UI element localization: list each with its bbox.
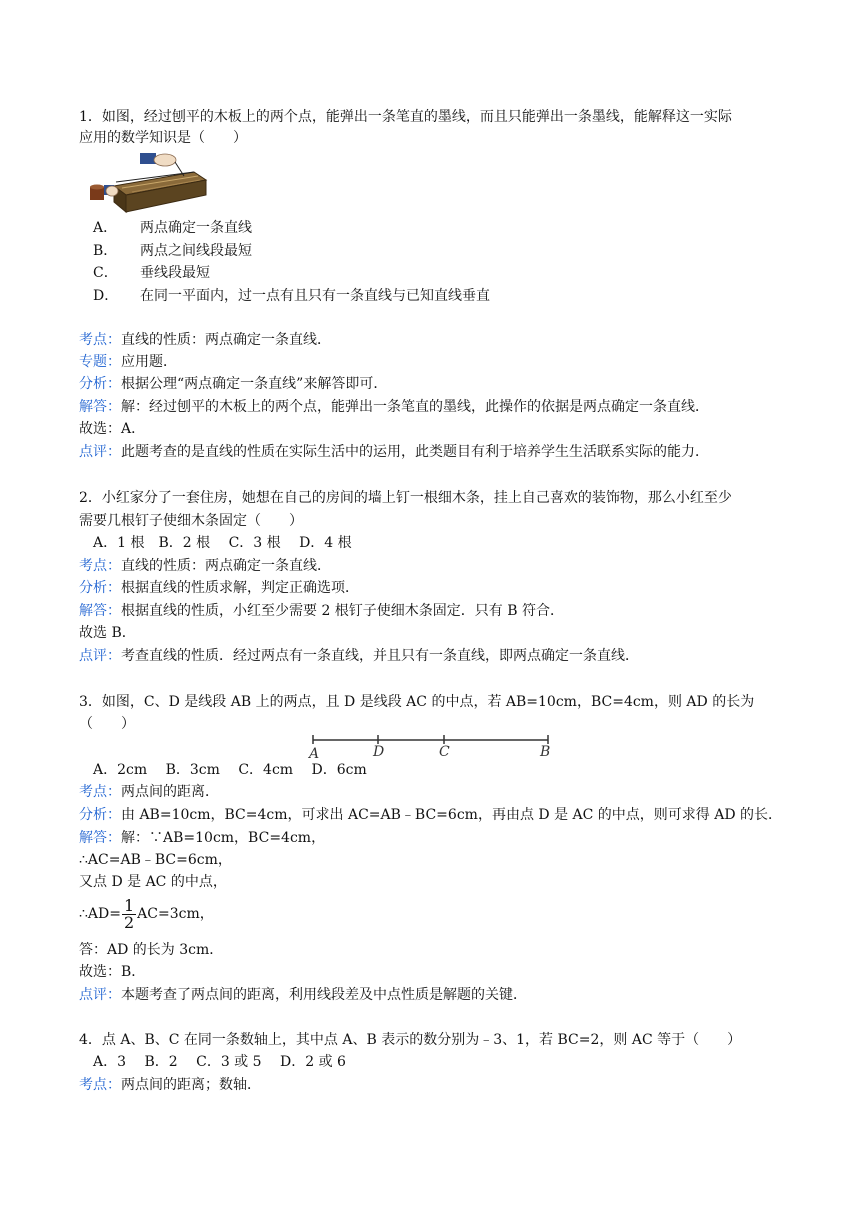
q4-stem-line1: 4．点 A、B、C 在同一条数轴上，其中点 A、B 表示的数分别为﹣3、1，若 BC=2，则 AC 等于（ ）	[79, 1032, 742, 1048]
q3-kaodian: 考点：两点间的距离．	[79, 784, 219, 800]
q1-guxuan: 故选：A．	[79, 421, 146, 437]
point-label-c: C	[439, 744, 450, 760]
q3-options: A．2cm B．3cm C．4cm D．6cm	[93, 762, 367, 778]
q3-fenxi: 分析：由 AB=10cm，BC=4cm，可求出 AC=AB﹣BC=6cm，再由点 D 是 AC 的中点，则可求得 AD 的长．	[79, 807, 783, 823]
q2-kaodian: 考点：直线的性质：两点确定一条直线．	[79, 558, 331, 574]
q1-fenxi: 分析：根据公理“两点确定一条直线”来解答即可．	[79, 376, 388, 392]
segment-figure	[305, 730, 557, 760]
q3-step3: ∴AD= $\frac{1}{2}$ AC=3cm，	[79, 895, 214, 932]
point-label-b: B	[540, 744, 551, 760]
q3-step2: 又点 D 是 AC 的中点，	[79, 874, 227, 890]
q3-answer: 答：AD 的长为 3cm．	[79, 942, 224, 958]
q1-stem-line1: 1．如图，经过刨平的木板上的两个点，能弹出一条笔直的墨线，而且只能弹出一条墨线，能解释这一实际	[79, 109, 732, 125]
q2-options: A．1 根 B．2 根 C．3 根 D．4 根	[93, 535, 352, 551]
q4-options: A．3 B．2 C．3 或 5 D．2 或 6	[93, 1054, 346, 1070]
q1-zhuanti: 专题：应用题．	[79, 354, 177, 370]
q3-step1: ∴AC=AB﹣BC=6cm，	[79, 852, 232, 868]
point-label-a: A	[309, 746, 320, 760]
q4-kaodian: 考点：两点间的距离；数轴．	[79, 1077, 261, 1093]
q2-jieda: 解答：根据直线的性质，小红至少需要 2 根钉子使细木条固定．只有 B 符合．	[79, 603, 564, 619]
q2-guxuan: 故选 B．	[79, 625, 136, 641]
q1-jieda: 解答：解：经过刨平的木板上的两个点，能弹出一条笔直的墨线，此操作的依据是两点确定一条直线．	[79, 399, 709, 415]
woodboard-illustration	[82, 150, 214, 218]
q1-option-b: B． 两点之间线段最短	[93, 243, 252, 259]
q2-fenxi: 分析：根据直线的性质求解，判定正确选项．	[79, 580, 359, 596]
q2-stem-line2: 需要几根钉子使细木条固定（ ）	[79, 513, 303, 529]
q3-jieda: 解答：解：∵AB=10cm，BC=4cm，	[79, 830, 326, 846]
q1-stem-line2: 应用的数学知识是（ ）	[79, 130, 247, 146]
q3-stem-line1: 3．如图，C、D 是线段 AB 上的两点，且 D 是线段 AC 的中点，若 AB=10cm，BC=4cm，则 AD 的长为	[79, 694, 755, 710]
q1-dianping: 点评：此题考查的是直线的性质在实际生活中的运用，此类题目有利于培养学生生活联系实际的能力．	[79, 444, 709, 460]
point-label-d: D	[373, 744, 385, 760]
q2-stem-line1: 2．小红家分了一套住房，她想在自己的房间的墙上钉一根细木条，挂上自己喜欢的装饰物，那么小红至少	[79, 490, 732, 506]
q2-dianping: 点评：考查直线的性质．经过两点有一条直线，并且只有一条直线，即两点确定一条直线．	[79, 648, 639, 664]
q1-option-d: D． 在同一平面内，过一点有且只有一条直线与已知直线垂直	[93, 288, 490, 304]
q1-kaodian: 考点：直线的性质：两点确定一条直线．	[79, 332, 331, 348]
q1-option-c: C． 垂线段最短	[93, 265, 210, 281]
fraction-one-half: $\frac{1}{2}$	[123, 895, 135, 932]
q1-option-a: A． 两点确定一条直线	[93, 220, 252, 236]
q3-stem-line2: （ ）	[79, 716, 135, 732]
q3-dianping: 点评：本题考查了两点间的距离，利用线段差及中点性质是解题的关键．	[79, 987, 527, 1003]
q3-guxuan: 故选：B．	[79, 964, 146, 980]
